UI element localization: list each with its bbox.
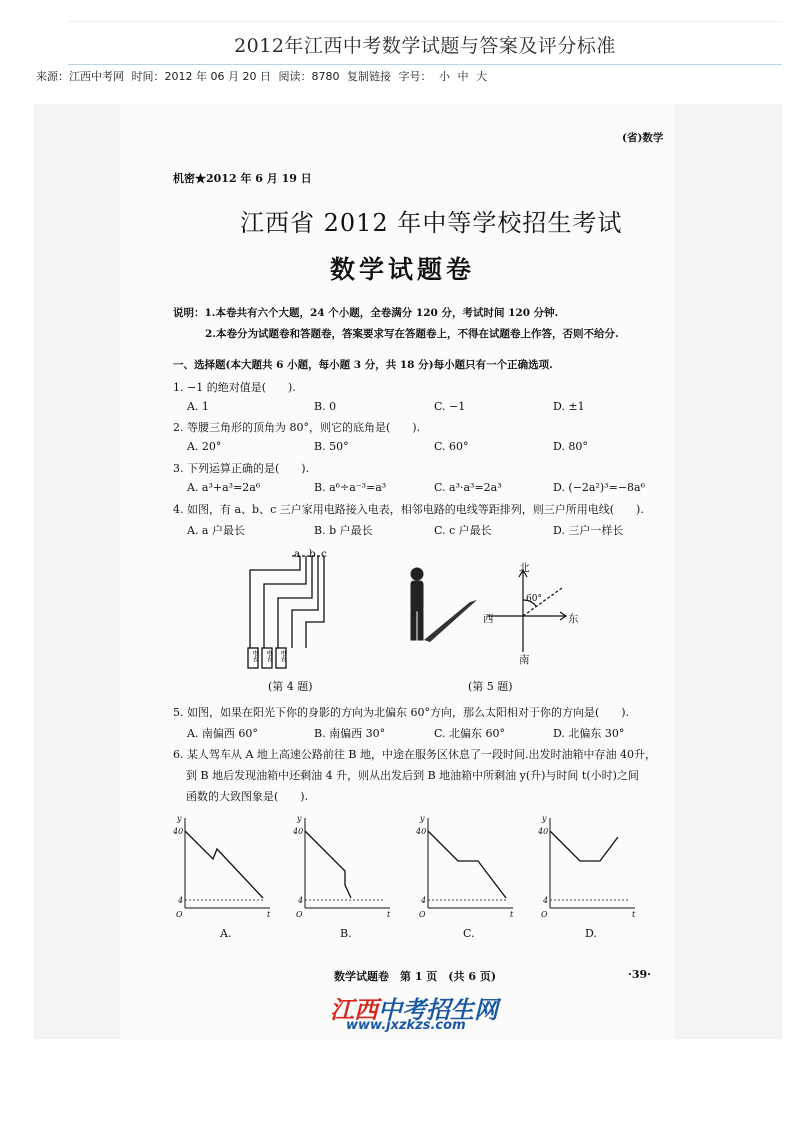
question-6-line3: 函数的大致图象是( ). <box>186 790 309 803</box>
person-figure <box>411 568 477 642</box>
q1-option-a: A. 1 <box>187 400 209 413</box>
figure-5-shadow-compass <box>400 560 590 670</box>
graph-label-a: A. <box>220 927 232 940</box>
y-axis-label: y <box>420 814 425 823</box>
publish-time: 时间：2012 年 06 月 20 日 <box>131 70 271 83</box>
q3-option-b: B. a⁶÷a⁻³=a³ <box>314 481 387 494</box>
font-size-large-button[interactable]: 大 <box>475 70 487 83</box>
question-3: 3. 下列运算正确的是( ). <box>173 462 310 475</box>
instruction-1: 说明：1.本卷共有六个大题，24 个小题，全卷满分 120 分，考试时间 120 分钟. <box>173 307 559 319</box>
page-title: 2012年江西中考数学试题与答案及评分标准 <box>234 35 616 57</box>
q2-option-a: A. 20° <box>187 440 222 453</box>
compass-west: 西 <box>483 613 494 625</box>
q4-option-a: A. a 户最长 <box>187 524 245 537</box>
graph-label-d: D. <box>585 927 597 940</box>
origin-label: O <box>541 910 548 919</box>
q4-option-b: B. b 户最长 <box>314 524 373 537</box>
q5-option-b: B. 南偏西 30° <box>314 727 386 740</box>
fig4-caption: (第 4 题) <box>268 680 313 693</box>
corner-tag: (省)数学 <box>622 132 664 144</box>
q4-option-d: D. 三户一样长 <box>553 524 624 537</box>
title-bar <box>68 21 782 65</box>
secret-date: 机密★2012 年 6 月 19 日 <box>173 172 312 185</box>
t-axis-label: t <box>267 910 271 919</box>
fig4-meter-a: 电表 <box>251 650 258 662</box>
fig5-caption: (第 5 题) <box>468 680 513 693</box>
q1-option-c: C. −1 <box>434 400 466 413</box>
question-4: 4. 如图，有 a、b、c 三户家用电路接入电表，相邻电路的电线等距排列，则三户所用电线( ). <box>173 503 644 516</box>
q2-option-b: B. 50° <box>314 440 349 453</box>
q1-option-d: D. ±1 <box>553 400 585 413</box>
question-1: 1. −1 的绝对值是( ). <box>173 381 296 394</box>
t-axis-label: t <box>510 910 514 919</box>
fig4-label-a: a <box>294 548 301 560</box>
tick-40: 40 <box>416 827 427 836</box>
graph-d <box>540 813 640 923</box>
tick-40: 40 <box>293 827 304 836</box>
exam-page-number: ·39· <box>628 968 651 981</box>
tick-4: 4 <box>543 896 549 905</box>
q5-option-c: C. 北偏东 60° <box>434 727 506 740</box>
exam-page-footer: 数学试题卷 第 1 页 (共 6 页) <box>334 970 497 983</box>
font-size-label: 字号： <box>398 70 432 83</box>
tick-40: 40 <box>173 827 184 836</box>
compass-north: 北 <box>519 562 530 574</box>
question-6-line1: 6. 某人驾车从 A 地上高速公路前往 B 地，中途在服务区休息了一段时间.出发时油箱中存油 40升， <box>173 748 656 761</box>
article-meta <box>36 68 491 84</box>
fig4-label-c: c <box>321 548 327 560</box>
fuel-curve <box>185 831 263 898</box>
origin-label: O <box>176 910 183 919</box>
tick-4: 4 <box>421 896 427 905</box>
fuel-curve <box>550 831 618 861</box>
tick-40: 40 <box>538 827 549 836</box>
q5-option-a: A. 南偏西 60° <box>187 727 258 740</box>
logo-blue-text: 中考招生网 <box>378 996 498 1024</box>
exam-subtitle: 数学试题卷 <box>330 255 476 284</box>
t-axis-label: t <box>632 910 636 919</box>
t-axis-label: t <box>387 910 391 919</box>
y-axis-label: y <box>177 814 182 823</box>
graph-b <box>295 813 395 923</box>
fig4-meter-b: 电表 <box>265 650 272 662</box>
compass-east: 东 <box>568 613 579 625</box>
compass-south: 南 <box>519 654 530 666</box>
tick-4: 4 <box>298 896 304 905</box>
font-size-medium-button[interactable]: 中 <box>457 70 469 83</box>
q3-option-d: D. (−2a²)³=−8a⁶ <box>553 481 645 494</box>
origin-label: O <box>419 910 426 919</box>
font-size-small-button[interactable]: 小 <box>438 70 450 83</box>
copy-link-button[interactable]: 复制链接 <box>346 70 391 83</box>
graph-a <box>175 813 275 923</box>
fuel-curve <box>428 831 506 898</box>
q4-option-c: C. c 户最长 <box>434 524 492 537</box>
y-axis-label: y <box>542 814 547 823</box>
exam-title: 江西省 2012 年中等学校招生考试 <box>240 209 623 237</box>
tick-4: 4 <box>178 896 184 905</box>
q1-option-b: B. 0 <box>314 400 337 413</box>
question-5: 5. 如图，如果在阳光下你的身影的方向为北偏东 60°方向，那么太阳相对于你的方向是( ). <box>173 706 630 719</box>
q2-option-d: D. 80° <box>553 440 588 453</box>
site-logo-url: www.jxzkzs.com <box>346 1018 466 1033</box>
source-label: 来源：江西中考网 <box>36 70 124 83</box>
compass-angle: 60° <box>526 594 542 604</box>
graph-c <box>418 813 518 923</box>
fuel-curve <box>305 831 351 898</box>
read-count: 阅读：8780 <box>278 70 340 83</box>
question-6-line2: 到 B 地后发现油箱中还剩油 4 升，则从出发后到 B 地油箱中所剩油 y(升)与时间 t(小时)之间 <box>186 769 639 782</box>
section-heading: 一、选择题(本大题共 6 小题，每小题 3 分，共 18 分)每小题只有一个正确选项. <box>173 359 553 371</box>
logo-red-text: 江西 <box>330 996 378 1024</box>
instruction-2: 2.本卷分为试题卷和答题卷，答案要求写在答题卷上，不得在试题卷上作答，否则不给分. <box>205 328 619 340</box>
question-2: 2. 等腰三角形的顶角为 80°，则它的底角是( ). <box>173 421 421 434</box>
graph-label-b: B. <box>340 927 352 940</box>
fig4-meter-c: 电表 <box>279 650 286 662</box>
y-axis-label: y <box>297 814 302 823</box>
q2-option-c: C. 60° <box>434 440 469 453</box>
fig4-label-b: b <box>309 548 316 560</box>
q5-option-d: D. 北偏东 30° <box>553 727 625 740</box>
origin-label: O <box>296 910 303 919</box>
q3-option-c: C. a³·a³=2a³ <box>434 481 502 494</box>
q3-option-a: A. a³+a³=2a⁶ <box>187 481 261 494</box>
graph-label-c: C. <box>463 927 475 940</box>
